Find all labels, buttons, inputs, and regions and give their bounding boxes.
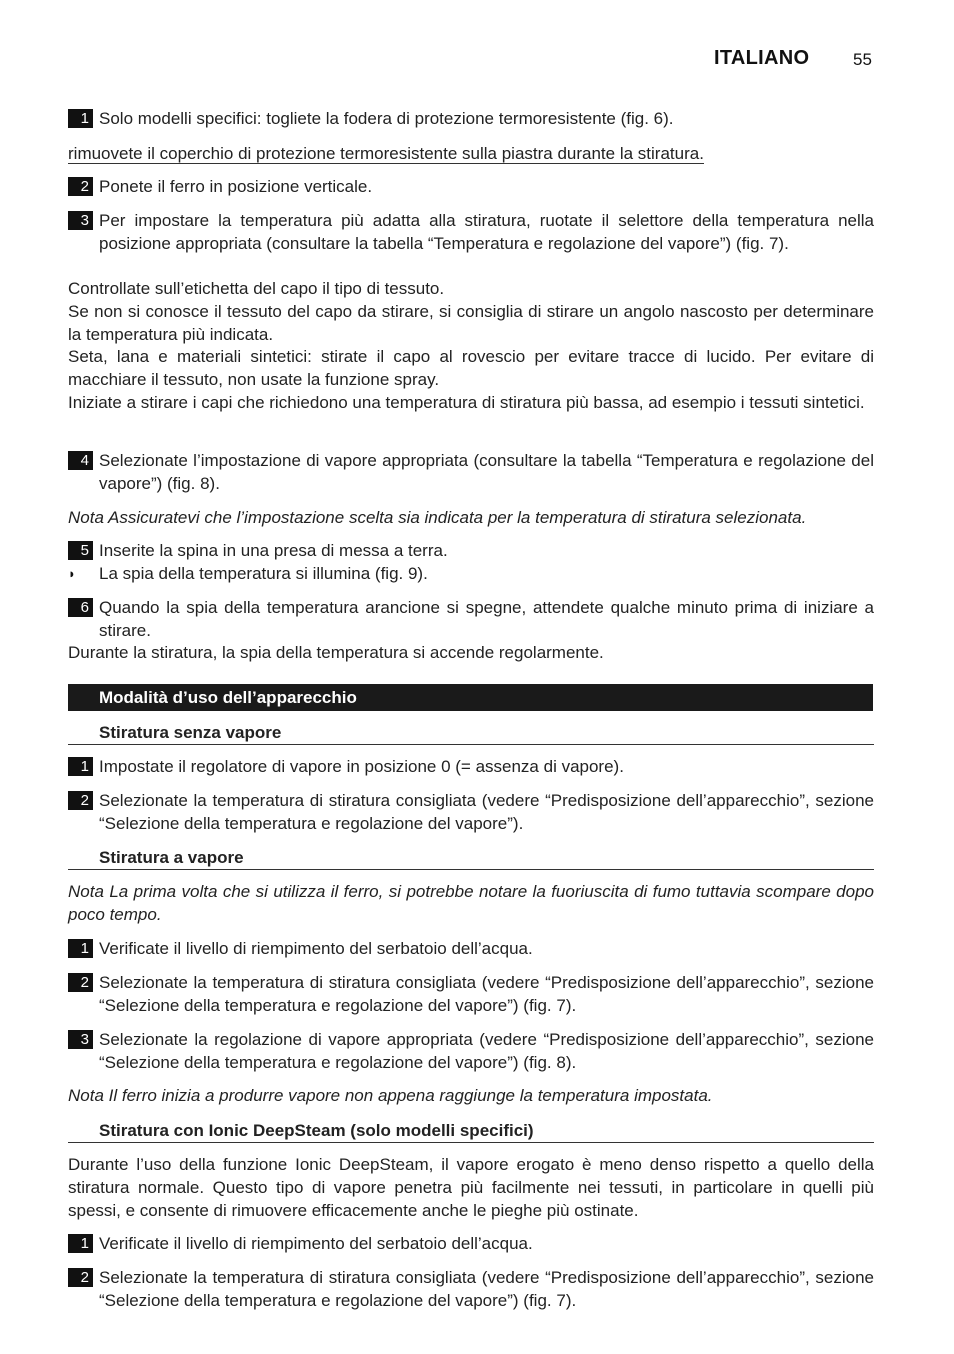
note-text: Nota La prima volta che si utilizza il ferro, si potrebbe notare la fuoriuscita di fumo tuttavia scompare dopo poco tempo. [68, 882, 874, 924]
step-text: Quando la spia della temperatura arancione si spegne, attendete qualche minuto prima di iniziare a stirare. [99, 598, 874, 640]
paragraph: Se non si conosce il tessuto del capo da stirare, si consiglia di stirare un angolo nascosto per determinare la temperatura più indicata. [68, 302, 874, 344]
paragraph: Seta, lana e materiali sintetici: stirate il capo al rovescio per evitare tracce di lucido. Per evitare di macchiare il tessuto, non usate la funzione spray. [68, 347, 874, 389]
step-text: Verificate il livello di riempimento del serbatoio dell’acqua. [99, 939, 533, 958]
step-number-badge: 4 [68, 451, 93, 470]
step-item [68, 449, 874, 495]
step-text: Selezionate la regolazione di vapore appropriata (vedere “Predisposizione dell’apparecchio”, sezione “Selezione della temperatura e regolazione del vapore”) (fig. 8). [99, 1030, 874, 1072]
bullet-arrow-icon: ◗ [68, 566, 76, 581]
section-heading: Modalità d’uso dell’apparecchio [68, 684, 873, 711]
paragraph: Durante l’uso della funzione Ionic DeepSteam, il vapore erogato è meno denso rispetto a quello della stiratura normale. Questo tipo di vapore penetra più facilmente nei tessuti, in particolare in quelli più spessi, e consente di rimuovere efficacemente anche le pieghe più ostinate. [68, 1155, 874, 1220]
step-item [68, 971, 874, 1017]
step-number-badge: 2 [68, 791, 93, 810]
step-text: Selezionate la temperatura di stiratura consigliata (vedere “Predisposizione dell’apparecchio”, sezione “Selezione della temperatura e regolazione del vapore”) (fig. 7). [99, 973, 874, 1015]
step-item [68, 539, 874, 562]
step-item [68, 175, 874, 198]
step-number-badge: 5 [68, 541, 93, 560]
header-language: ITALIANO [714, 47, 810, 69]
step-number-badge: 2 [68, 177, 93, 196]
note-underlined-text: rimuovete il coperchio di protezione termoresistente sulla piastra durante la stiratura. [68, 144, 704, 163]
result-item [68, 562, 874, 585]
step-text: Verificate il livello di riempimento del serbatoio dell’acqua. [99, 1234, 533, 1253]
step-text: Inserite la spina in una presa di messa a terra. [99, 541, 448, 560]
step-item [68, 107, 874, 130]
note-underlined [68, 142, 874, 165]
step-number-badge: 1 [68, 939, 93, 958]
step-text: Impostate il regolatore di vapore in posizione 0 (= assenza di vapore). [99, 757, 624, 776]
step-text: Per impostare la temperatura più adatta alla stiratura, ruotate il selettore della temperatura nella posizione appropriata (consultare la tabella “Temperatura e regolazione del vapore”) (fig. 7). [99, 211, 874, 253]
paragraph: Controllate sull’etichetta del capo il tipo di tessuto. [68, 279, 445, 298]
step-item [68, 937, 874, 960]
result-text: La spia della temperatura si illumina (fig. 9). [99, 564, 428, 583]
step-number-badge: 1 [68, 1234, 93, 1253]
step-number-badge: 1 [68, 109, 93, 128]
step-item [68, 596, 874, 642]
step-item [68, 789, 874, 835]
subsection-heading: Stiratura senza vapore [68, 721, 874, 745]
step-text: Ponete il ferro in posizione verticale. [99, 177, 373, 196]
step-number-badge: 6 [68, 598, 93, 617]
page-number: 55 [853, 50, 872, 69]
step-text: Selezionate la temperatura di stiratura consigliata (vedere “Predisposizione dell’apparecchio”, sezione “Selezione della temperatura e regolazione del vapore”) (fig. 7). [99, 1268, 874, 1310]
step-text: Solo modelli specifici: togliete la fodera di protezione termoresistente (fig. 6). [99, 109, 674, 128]
step-number-badge: 2 [68, 973, 93, 992]
step-number-badge: 3 [68, 1030, 93, 1049]
step-number-badge: 2 [68, 1268, 93, 1287]
subsection-heading: Stiratura con Ionic DeepSteam (solo modelli specifici) [68, 1119, 874, 1143]
step-number-badge: 1 [68, 757, 93, 776]
paragraph: Durante la stiratura, la spia della temperatura si accende regolarmente. [68, 643, 604, 662]
step-item [68, 1028, 874, 1074]
step-number-badge: 3 [68, 211, 93, 230]
note-text: Nota Assicuratevi che l’impostazione scelta sia indicata per la temperatura di stiratura selezionata. [68, 508, 807, 527]
step-text: Selezionate l’impostazione di vapore appropriata (consultare la tabella “Temperatura e regolazione del vapore”) (fig. 8). [99, 451, 874, 493]
step-item [68, 1232, 874, 1255]
subsection-heading: Stiratura a vapore [68, 846, 874, 870]
note-text: Nota Il ferro inizia a produrre vapore non appena raggiunge la temperatura impostata. [68, 1086, 713, 1105]
step-item [68, 1266, 874, 1312]
step-text: Selezionate la temperatura di stiratura consigliata (vedere “Predisposizione dell’apparecchio”, sezione “Selezione della temperatura e regolazione del vapore”). [99, 791, 874, 833]
step-item [68, 209, 874, 255]
paragraph: Iniziate a stirare i capi che richiedono una temperatura di stiratura più bassa, ad esempio i tessuti sintetici. [68, 393, 865, 412]
step-item [68, 755, 874, 778]
